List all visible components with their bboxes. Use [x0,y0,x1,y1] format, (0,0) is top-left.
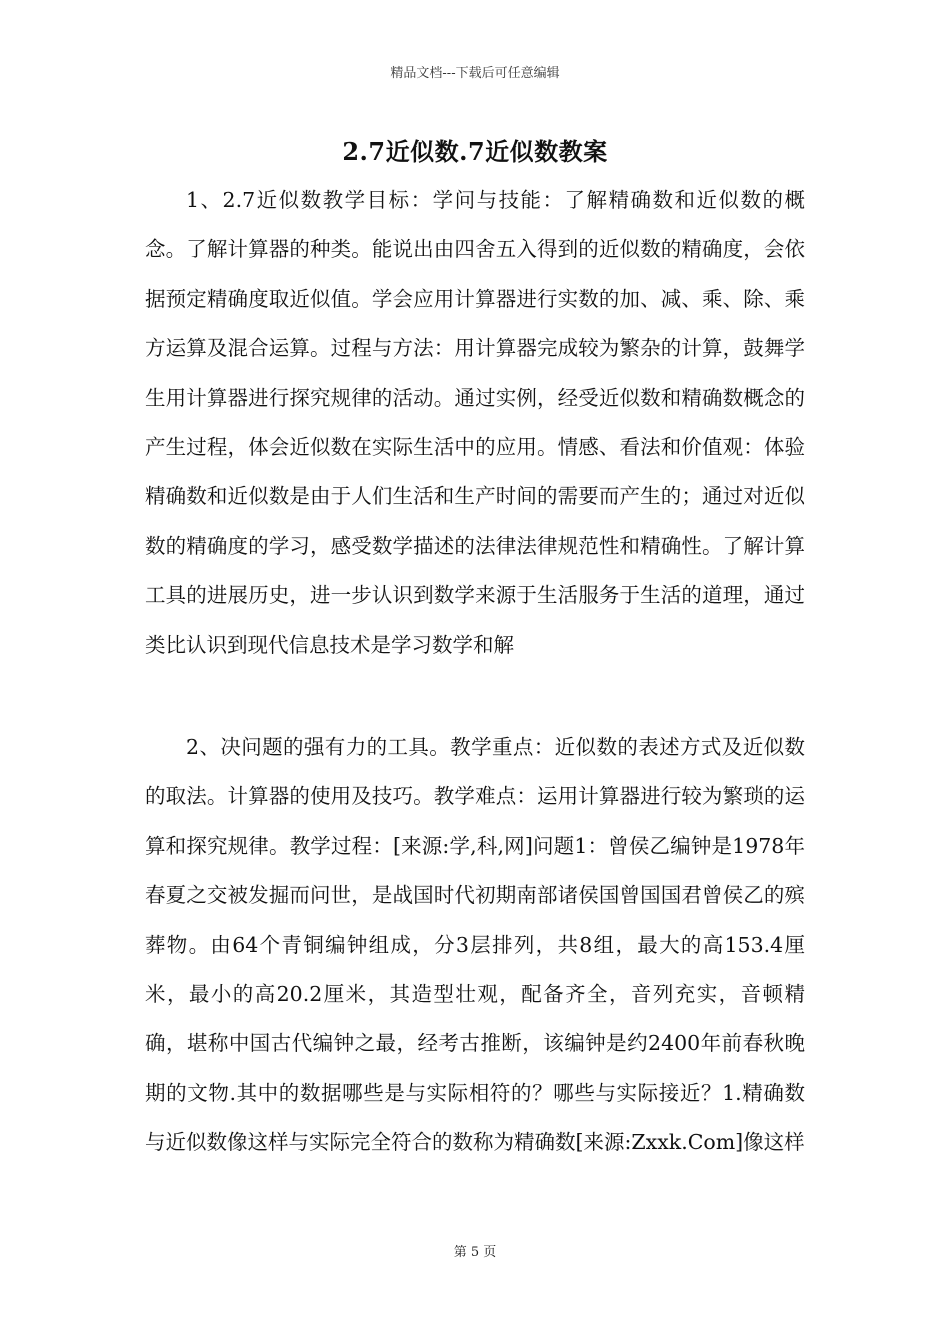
page-number: 第 5 页 [453,1245,497,1260]
body-paragraph-1: 1、2.7近似数教学目标：学问与技能：了解精确数和近似数的概念。了解计算器的种类。能说出由四舍五入得到的近似数的精确度，会依据预定精确度取近似值。学会应用计算器进行实数的加、减、乘、除、乘方运算及混合运算。过程与方法：用计算器完成较为繁杂的计算，鼓舞学生用计算器进行探究规律的活动。通过实例，经受近似数和精确数概念的产生过程，体会近似数在实际生活中的应用。情感、看法和价值观：体验精确数和近似数是由于人们生活和生产时间的需要而产生的；通过对近似数的精确度的学习，感受数学描述的法律法律规范性和精确性。了解计算工具的进展历史，进一步认识到数学来源于生活服务于生活的道理，通过类比认识到现代信息技术是学习数学和解 [145,188,805,657]
body-paragraph-2: 2、决问题的强有力的工具。教学重点：近似数的表述方式及近似数的取法。计算器的使用及技巧。教学难点：运用计算器进行较为繁琐的运算和探究规律。教学过程：[来源:学,科,网]问题1：曾侯乙编钟是1978年春夏之交被发掘而问世，是战国时代初期南部诸侯国曾国国君曾侯乙的殡葬物。由64个青铜编钟组成，分3层排列，共8组，最大的高153.4厘米，最小的高20.2厘米，其造型壮观，配备齐全，音列充实，音顿精确，堪称中国古代编钟之最，经考古推断，该编钟是约2400年前春秋晚期的文物.其中的数据哪些是与实际相符的？哪些与实际接近？1.精确数与近似数像这样与实际完全符合的数称为精确数[来源:Zxxk.Com]像这样 [145,735,805,1155]
page-header: 精品文档---下载后可任意编辑 [390,66,560,81]
document-title: 2.7近似数.7近似数教案 [342,137,608,166]
